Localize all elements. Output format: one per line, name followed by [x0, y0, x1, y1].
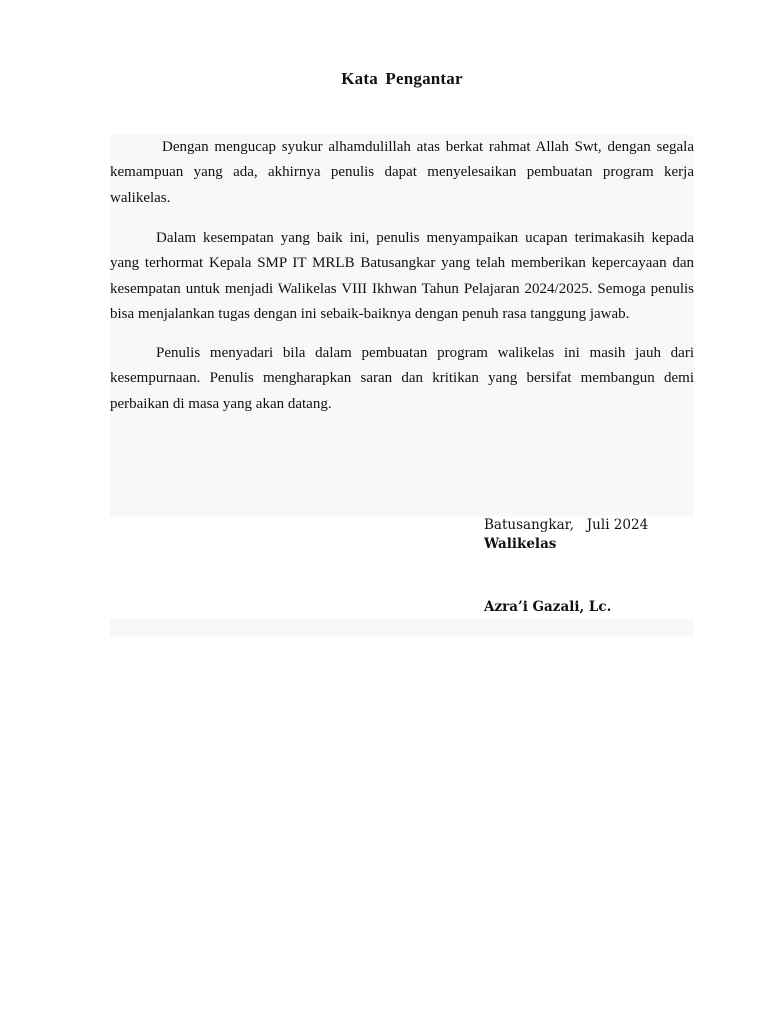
page-title: Kata Pengantar	[341, 69, 463, 88]
paragraph-opening: Dengan mengucap syukur alhamdulillah atas berkat rahmat Allah Swt, dengan segala kemampuan yang ada, akhirnya penulis dapat menyelesaikan pembuatan program kerja walikelas.	[110, 139, 694, 206]
footer-shade	[110, 619, 694, 636]
paragraph-thanks: Dalam kesempatan yang baik ini, penulis menyampaikan ucapan terimakasih kepada yang terhormat Kepala SMP IT MRLB Batusangkar yang telah memberikan kepercayaan dan kesempatan untuk menjadi Walikelas VIII Ikhwan Tahun Pelajaran 2024/2025. Semoga penulis bisa menjalankan tugas dengan ini sebaik-baiknya dengan penuh rasa tanggung jawab.	[110, 230, 694, 322]
signature-role: Walikelas	[484, 536, 557, 552]
signature-block	[484, 516, 694, 615]
signature-place-date: Batusangkar, Juli 2024	[484, 517, 649, 533]
document-body	[110, 135, 694, 516]
paragraph-closing: Penulis menyadari bila dalam pembuatan program walikelas ini masih jauh dari kesempurnaan. Penulis mengharapkan saran dan kritikan yang bersifat membangun demi perbaikan di masa yang akan datang.	[110, 345, 694, 412]
signature-name: Azra’i Gazali, Lc.	[484, 599, 612, 615]
